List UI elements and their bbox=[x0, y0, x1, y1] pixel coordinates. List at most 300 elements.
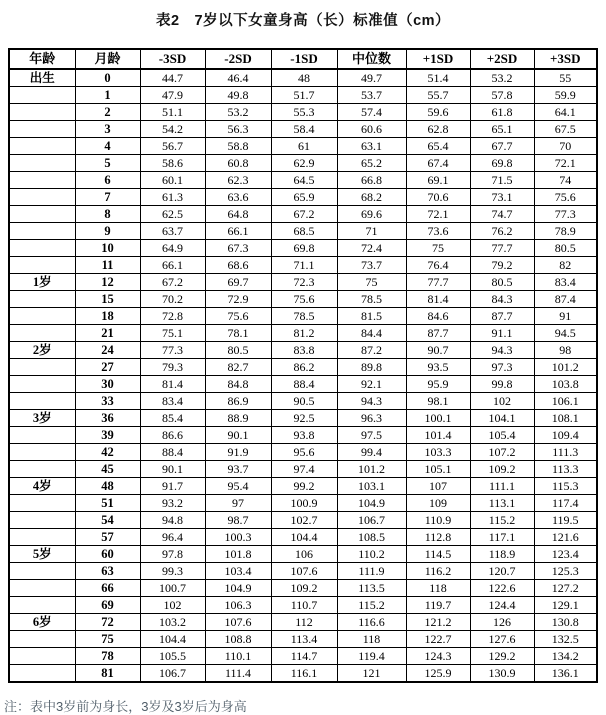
value-cell: 72.3 bbox=[271, 274, 337, 291]
value-cell: 113.3 bbox=[534, 461, 597, 478]
value-cell: 120.7 bbox=[470, 563, 534, 580]
value-cell: 121.6 bbox=[534, 529, 597, 546]
value-cell: 88.4 bbox=[271, 376, 337, 393]
month-cell: 24 bbox=[75, 342, 140, 359]
value-cell: 73.1 bbox=[470, 189, 534, 206]
value-cell: 98 bbox=[534, 342, 597, 359]
month-cell: 5 bbox=[75, 155, 140, 172]
month-cell: 69 bbox=[75, 597, 140, 614]
table-row bbox=[9, 359, 597, 376]
value-cell: 106.7 bbox=[140, 665, 205, 683]
month-cell: 39 bbox=[75, 427, 140, 444]
value-cell: 88.9 bbox=[205, 410, 271, 427]
month-cell: 6 bbox=[75, 172, 140, 189]
month-cell: 54 bbox=[75, 512, 140, 529]
value-cell: 90.5 bbox=[271, 393, 337, 410]
value-cell: 79.3 bbox=[140, 359, 205, 376]
value-cell: 97.4 bbox=[271, 461, 337, 478]
month-cell: 33 bbox=[75, 393, 140, 410]
value-cell: 108.8 bbox=[205, 631, 271, 648]
table-row bbox=[9, 325, 597, 342]
value-cell: 95.9 bbox=[406, 376, 470, 393]
value-cell: 115.2 bbox=[337, 597, 406, 614]
age-cell bbox=[9, 104, 75, 121]
value-cell: 77.3 bbox=[140, 342, 205, 359]
value-cell: 121 bbox=[337, 665, 406, 683]
value-cell: 81.4 bbox=[140, 376, 205, 393]
value-cell: 77.3 bbox=[534, 206, 597, 223]
value-cell: 103.1 bbox=[337, 478, 406, 495]
value-cell: 91.7 bbox=[140, 478, 205, 495]
value-cell: 75 bbox=[406, 240, 470, 257]
age-cell bbox=[9, 155, 75, 172]
value-cell: 71.1 bbox=[271, 257, 337, 274]
value-cell: 74.7 bbox=[470, 206, 534, 223]
header-row bbox=[9, 49, 597, 69]
month-cell: 51 bbox=[75, 495, 140, 512]
value-cell: 86.6 bbox=[140, 427, 205, 444]
value-cell: 115.3 bbox=[534, 478, 597, 495]
value-cell: 60.8 bbox=[205, 155, 271, 172]
column-header: 年龄 bbox=[9, 49, 75, 69]
value-cell: 70.2 bbox=[140, 291, 205, 308]
month-cell: 7 bbox=[75, 189, 140, 206]
value-cell: 114.7 bbox=[271, 648, 337, 665]
value-cell: 51.1 bbox=[140, 104, 205, 121]
age-cell bbox=[9, 223, 75, 240]
value-cell: 96.3 bbox=[337, 410, 406, 427]
age-cell bbox=[9, 563, 75, 580]
value-cell: 69.7 bbox=[205, 274, 271, 291]
value-cell: 75.6 bbox=[205, 308, 271, 325]
value-cell: 72.1 bbox=[534, 155, 597, 172]
value-cell: 100.9 bbox=[271, 495, 337, 512]
table-row bbox=[9, 427, 597, 444]
value-cell: 117.1 bbox=[470, 529, 534, 546]
column-header: -2SD bbox=[205, 49, 271, 69]
value-cell: 98.1 bbox=[406, 393, 470, 410]
table-row bbox=[9, 121, 597, 138]
column-header: +2SD bbox=[470, 49, 534, 69]
table-row bbox=[9, 104, 597, 121]
value-cell: 87.2 bbox=[337, 342, 406, 359]
value-cell: 57.8 bbox=[470, 87, 534, 104]
value-cell: 129.2 bbox=[470, 648, 534, 665]
value-cell: 58.6 bbox=[140, 155, 205, 172]
value-cell: 124.4 bbox=[470, 597, 534, 614]
value-cell: 109.2 bbox=[271, 580, 337, 597]
table-row bbox=[9, 563, 597, 580]
value-cell: 104.9 bbox=[337, 495, 406, 512]
value-cell: 65.2 bbox=[337, 155, 406, 172]
value-cell: 108.5 bbox=[337, 529, 406, 546]
value-cell: 64.9 bbox=[140, 240, 205, 257]
table-row bbox=[9, 189, 597, 206]
value-cell: 78.1 bbox=[205, 325, 271, 342]
value-cell: 110.9 bbox=[406, 512, 470, 529]
value-cell: 119.7 bbox=[406, 597, 470, 614]
value-cell: 73.6 bbox=[406, 223, 470, 240]
age-cell bbox=[9, 444, 75, 461]
table-row bbox=[9, 631, 597, 648]
value-cell: 72.1 bbox=[406, 206, 470, 223]
value-cell: 112 bbox=[271, 614, 337, 631]
value-cell: 44.7 bbox=[140, 69, 205, 87]
value-cell: 109.2 bbox=[470, 461, 534, 478]
value-cell: 101.2 bbox=[337, 461, 406, 478]
value-cell: 106.3 bbox=[205, 597, 271, 614]
value-cell: 78.5 bbox=[271, 308, 337, 325]
value-cell: 93.8 bbox=[271, 427, 337, 444]
value-cell: 77.7 bbox=[470, 240, 534, 257]
height-standards-table bbox=[8, 48, 598, 683]
month-cell: 18 bbox=[75, 308, 140, 325]
age-cell bbox=[9, 631, 75, 648]
age-cell: 3岁 bbox=[9, 410, 75, 427]
value-cell: 94.8 bbox=[140, 512, 205, 529]
value-cell: 122.7 bbox=[406, 631, 470, 648]
value-cell: 69.1 bbox=[406, 172, 470, 189]
value-cell: 84.4 bbox=[337, 325, 406, 342]
value-cell: 104.4 bbox=[271, 529, 337, 546]
value-cell: 117.4 bbox=[534, 495, 597, 512]
value-cell: 48 bbox=[271, 69, 337, 87]
value-cell: 55.7 bbox=[406, 87, 470, 104]
value-cell: 68.5 bbox=[271, 223, 337, 240]
value-cell: 86.2 bbox=[271, 359, 337, 376]
value-cell: 104.1 bbox=[470, 410, 534, 427]
value-cell: 66.8 bbox=[337, 172, 406, 189]
value-cell: 103.8 bbox=[534, 376, 597, 393]
value-cell: 106.7 bbox=[337, 512, 406, 529]
value-cell: 105.4 bbox=[470, 427, 534, 444]
value-cell: 64.8 bbox=[205, 206, 271, 223]
value-cell: 100.7 bbox=[140, 580, 205, 597]
age-cell: 2岁 bbox=[9, 342, 75, 359]
age-cell bbox=[9, 427, 75, 444]
table-row bbox=[9, 223, 597, 240]
value-cell: 84.3 bbox=[470, 291, 534, 308]
value-cell: 85.4 bbox=[140, 410, 205, 427]
table-row bbox=[9, 478, 597, 495]
month-cell: 75 bbox=[75, 631, 140, 648]
value-cell: 82.7 bbox=[205, 359, 271, 376]
month-cell: 36 bbox=[75, 410, 140, 427]
value-cell: 75.6 bbox=[271, 291, 337, 308]
value-cell: 61 bbox=[271, 138, 337, 155]
value-cell: 59.6 bbox=[406, 104, 470, 121]
value-cell: 55.3 bbox=[271, 104, 337, 121]
table-row bbox=[9, 648, 597, 665]
month-cell: 9 bbox=[75, 223, 140, 240]
table-row bbox=[9, 376, 597, 393]
value-cell: 99.4 bbox=[337, 444, 406, 461]
month-cell: 8 bbox=[75, 206, 140, 223]
month-cell: 60 bbox=[75, 546, 140, 563]
month-cell: 63 bbox=[75, 563, 140, 580]
value-cell: 99.3 bbox=[140, 563, 205, 580]
table-row bbox=[9, 138, 597, 155]
column-header: 月龄 bbox=[75, 49, 140, 69]
value-cell: 79.2 bbox=[470, 257, 534, 274]
value-cell: 129.1 bbox=[534, 597, 597, 614]
value-cell: 119.4 bbox=[337, 648, 406, 665]
table-body bbox=[9, 69, 597, 682]
value-cell: 67.5 bbox=[534, 121, 597, 138]
age-cell bbox=[9, 325, 75, 342]
value-cell: 72.9 bbox=[205, 291, 271, 308]
value-cell: 53.7 bbox=[337, 87, 406, 104]
table-row bbox=[9, 206, 597, 223]
age-cell bbox=[9, 87, 75, 104]
value-cell: 93.5 bbox=[406, 359, 470, 376]
column-header: -3SD bbox=[140, 49, 205, 69]
table-row bbox=[9, 291, 597, 308]
value-cell: 68.6 bbox=[205, 257, 271, 274]
value-cell: 74 bbox=[534, 172, 597, 189]
value-cell: 77.7 bbox=[406, 274, 470, 291]
column-header: +3SD bbox=[534, 49, 597, 69]
table-row bbox=[9, 410, 597, 427]
value-cell: 71 bbox=[337, 223, 406, 240]
value-cell: 65.4 bbox=[406, 138, 470, 155]
table-header bbox=[9, 49, 597, 69]
value-cell: 68.2 bbox=[337, 189, 406, 206]
value-cell: 94.3 bbox=[470, 342, 534, 359]
value-cell: 114.5 bbox=[406, 546, 470, 563]
value-cell: 49.8 bbox=[205, 87, 271, 104]
value-cell: 63.7 bbox=[140, 223, 205, 240]
month-cell: 15 bbox=[75, 291, 140, 308]
table-row bbox=[9, 495, 597, 512]
value-cell: 80.5 bbox=[534, 240, 597, 257]
value-cell: 124.3 bbox=[406, 648, 470, 665]
value-cell: 83.4 bbox=[534, 274, 597, 291]
value-cell: 111.4 bbox=[205, 665, 271, 683]
age-cell bbox=[9, 580, 75, 597]
value-cell: 78.9 bbox=[534, 223, 597, 240]
column-header: -1SD bbox=[271, 49, 337, 69]
month-cell: 3 bbox=[75, 121, 140, 138]
value-cell: 81.4 bbox=[406, 291, 470, 308]
value-cell: 110.2 bbox=[337, 546, 406, 563]
value-cell: 97 bbox=[205, 495, 271, 512]
value-cell: 65.1 bbox=[470, 121, 534, 138]
value-cell: 134.2 bbox=[534, 648, 597, 665]
value-cell: 104.4 bbox=[140, 631, 205, 648]
value-cell: 49.7 bbox=[337, 69, 406, 87]
value-cell: 63.6 bbox=[205, 189, 271, 206]
value-cell: 116.6 bbox=[337, 614, 406, 631]
value-cell: 106.1 bbox=[534, 393, 597, 410]
column-header: +1SD bbox=[406, 49, 470, 69]
month-cell: 42 bbox=[75, 444, 140, 461]
value-cell: 108.1 bbox=[534, 410, 597, 427]
value-cell: 46.4 bbox=[205, 69, 271, 87]
value-cell: 112.8 bbox=[406, 529, 470, 546]
age-cell bbox=[9, 648, 75, 665]
value-cell: 76.2 bbox=[470, 223, 534, 240]
value-cell: 102.7 bbox=[271, 512, 337, 529]
month-cell: 48 bbox=[75, 478, 140, 495]
value-cell: 65.9 bbox=[271, 189, 337, 206]
table-row bbox=[9, 393, 597, 410]
value-cell: 98.7 bbox=[205, 512, 271, 529]
age-cell bbox=[9, 240, 75, 257]
value-cell: 87.7 bbox=[470, 308, 534, 325]
value-cell: 91.1 bbox=[470, 325, 534, 342]
value-cell: 53.2 bbox=[205, 104, 271, 121]
value-cell: 75.1 bbox=[140, 325, 205, 342]
value-cell: 72.8 bbox=[140, 308, 205, 325]
value-cell: 102 bbox=[140, 597, 205, 614]
age-cell bbox=[9, 189, 75, 206]
value-cell: 104.9 bbox=[205, 580, 271, 597]
value-cell: 75 bbox=[337, 274, 406, 291]
value-cell: 51.7 bbox=[271, 87, 337, 104]
value-cell: 93.2 bbox=[140, 495, 205, 512]
value-cell: 47.9 bbox=[140, 87, 205, 104]
value-cell: 110.1 bbox=[205, 648, 271, 665]
value-cell: 91 bbox=[534, 308, 597, 325]
column-header: 中位数 bbox=[337, 49, 406, 69]
month-cell: 21 bbox=[75, 325, 140, 342]
value-cell: 127.2 bbox=[534, 580, 597, 597]
age-cell bbox=[9, 665, 75, 683]
value-cell: 123.4 bbox=[534, 546, 597, 563]
value-cell: 105.1 bbox=[406, 461, 470, 478]
table-row bbox=[9, 529, 597, 546]
month-cell: 30 bbox=[75, 376, 140, 393]
value-cell: 118 bbox=[406, 580, 470, 597]
value-cell: 118.9 bbox=[470, 546, 534, 563]
value-cell: 113.1 bbox=[470, 495, 534, 512]
table-row bbox=[9, 665, 597, 683]
age-cell: 出生 bbox=[9, 69, 75, 87]
month-cell: 66 bbox=[75, 580, 140, 597]
value-cell: 67.2 bbox=[140, 274, 205, 291]
value-cell: 92.1 bbox=[337, 376, 406, 393]
value-cell: 101.4 bbox=[406, 427, 470, 444]
value-cell: 61.8 bbox=[470, 104, 534, 121]
age-cell bbox=[9, 172, 75, 189]
value-cell: 71.5 bbox=[470, 172, 534, 189]
value-cell: 95.6 bbox=[271, 444, 337, 461]
table-row bbox=[9, 240, 597, 257]
month-cell: 12 bbox=[75, 274, 140, 291]
value-cell: 107.6 bbox=[205, 614, 271, 631]
value-cell: 109 bbox=[406, 495, 470, 512]
value-cell: 63.1 bbox=[337, 138, 406, 155]
value-cell: 84.8 bbox=[205, 376, 271, 393]
value-cell: 100.3 bbox=[205, 529, 271, 546]
value-cell: 96.4 bbox=[140, 529, 205, 546]
value-cell: 107.6 bbox=[271, 563, 337, 580]
age-cell bbox=[9, 495, 75, 512]
value-cell: 103.3 bbox=[406, 444, 470, 461]
age-cell bbox=[9, 376, 75, 393]
value-cell: 54.2 bbox=[140, 121, 205, 138]
month-cell: 27 bbox=[75, 359, 140, 376]
value-cell: 60.6 bbox=[337, 121, 406, 138]
value-cell: 122.6 bbox=[470, 580, 534, 597]
value-cell: 58.8 bbox=[205, 138, 271, 155]
age-cell: 1岁 bbox=[9, 274, 75, 291]
table-row bbox=[9, 87, 597, 104]
value-cell: 67.4 bbox=[406, 155, 470, 172]
value-cell: 109.4 bbox=[534, 427, 597, 444]
value-cell: 119.5 bbox=[534, 512, 597, 529]
value-cell: 132.5 bbox=[534, 631, 597, 648]
age-cell bbox=[9, 461, 75, 478]
value-cell: 70.6 bbox=[406, 189, 470, 206]
value-cell: 72.4 bbox=[337, 240, 406, 257]
value-cell: 81.2 bbox=[271, 325, 337, 342]
table-row bbox=[9, 597, 597, 614]
age-cell bbox=[9, 257, 75, 274]
value-cell: 118 bbox=[337, 631, 406, 648]
value-cell: 82 bbox=[534, 257, 597, 274]
month-cell: 57 bbox=[75, 529, 140, 546]
value-cell: 107 bbox=[406, 478, 470, 495]
month-cell: 81 bbox=[75, 665, 140, 683]
value-cell: 76.4 bbox=[406, 257, 470, 274]
table-row bbox=[9, 308, 597, 325]
value-cell: 80.5 bbox=[470, 274, 534, 291]
table-row bbox=[9, 172, 597, 189]
age-cell bbox=[9, 512, 75, 529]
value-cell: 57.4 bbox=[337, 104, 406, 121]
value-cell: 97.5 bbox=[337, 427, 406, 444]
value-cell: 110.7 bbox=[271, 597, 337, 614]
table-row bbox=[9, 69, 597, 87]
table-row bbox=[9, 512, 597, 529]
value-cell: 91.9 bbox=[205, 444, 271, 461]
value-cell: 53.2 bbox=[470, 69, 534, 87]
table-row bbox=[9, 155, 597, 172]
value-cell: 66.1 bbox=[140, 257, 205, 274]
age-cell bbox=[9, 121, 75, 138]
value-cell: 100.1 bbox=[406, 410, 470, 427]
value-cell: 99.8 bbox=[470, 376, 534, 393]
month-cell: 11 bbox=[75, 257, 140, 274]
table-row bbox=[9, 546, 597, 563]
table-row bbox=[9, 257, 597, 274]
table-row bbox=[9, 461, 597, 478]
value-cell: 87.7 bbox=[406, 325, 470, 342]
value-cell: 126 bbox=[470, 614, 534, 631]
value-cell: 60.1 bbox=[140, 172, 205, 189]
value-cell: 101.8 bbox=[205, 546, 271, 563]
table-row bbox=[9, 444, 597, 461]
month-cell: 4 bbox=[75, 138, 140, 155]
value-cell: 106 bbox=[271, 546, 337, 563]
value-cell: 70 bbox=[534, 138, 597, 155]
value-cell: 73.7 bbox=[337, 257, 406, 274]
value-cell: 61.3 bbox=[140, 189, 205, 206]
value-cell: 125.3 bbox=[534, 563, 597, 580]
age-cell bbox=[9, 393, 75, 410]
value-cell: 55 bbox=[534, 69, 597, 87]
value-cell: 69.8 bbox=[470, 155, 534, 172]
value-cell: 111.9 bbox=[337, 563, 406, 580]
value-cell: 66.1 bbox=[205, 223, 271, 240]
page-title: 表2 7岁以下女童身高（长）标准值（cm） bbox=[155, 13, 451, 29]
value-cell: 93.7 bbox=[205, 461, 271, 478]
age-cell bbox=[9, 597, 75, 614]
table-row bbox=[9, 274, 597, 291]
age-cell bbox=[9, 308, 75, 325]
